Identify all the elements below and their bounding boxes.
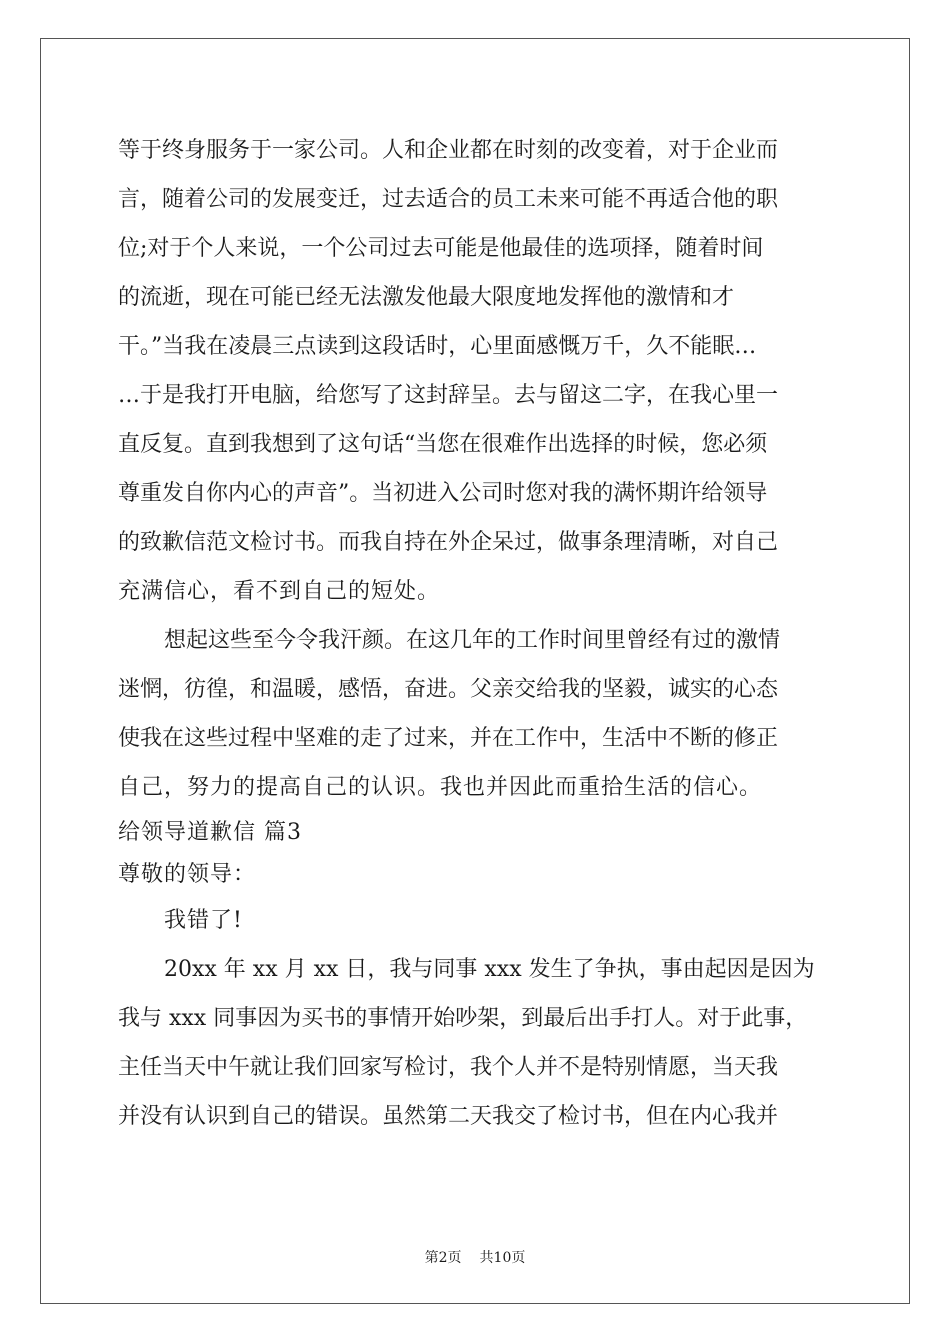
section-heading: 给领导道歉信 篇3: [118, 820, 302, 845]
page-footer: [0, 1247, 950, 1267]
body-line: 充满信心，看不到自己的短处。: [118, 579, 441, 604]
body-line: 言，随着公司的发展变迁，过去适合的员工未来可能不再适合他的职: [118, 187, 779, 212]
body-line: 干。”当我在凌晨三点读到这段话时，心里面感慨万千，久不能眠…: [118, 334, 757, 359]
body-line: 直反复。直到我想到了这句话“当您在很难作出选择的时候，您必须: [118, 432, 768, 457]
body-line: 自己，努力的提高自己的认识。我也并因此而重拾生活的信心。: [118, 775, 763, 800]
body-line: 的流逝，现在可能已经无法激发他最大限度地发挥他的激情和才: [118, 285, 735, 310]
document-body: [118, 126, 834, 1141]
body-line: …于是我打开电脑，给您写了这封辞呈。去与留这二字，在我心里一: [118, 383, 779, 408]
body-line: 并没有认识到自己的错误。虽然第二天我交了检讨书，但在内心我并: [118, 1104, 779, 1129]
body-line: 想起这些至今令我汗颜。在这几年的工作时间里曾经有过的激情: [164, 628, 781, 653]
page-total: 共10页: [479, 1250, 526, 1266]
body-line: 的致歉信范文检讨书。而我自持在外企呆过，做事条理清晰，对自己: [118, 530, 779, 555]
body-line: 等于终身服务于一家公司。人和企业都在时刻的改变着，对于企业而: [118, 138, 779, 163]
body-line: 主任当天中午就让我们回家写检讨，我个人并不是特别情愿，当天我: [118, 1055, 779, 1080]
body-line: 位;对于个人来说，一个公司过去可能是他最佳的选项择，随着时间: [118, 236, 764, 261]
body-line: 20xx 年 xx 月 xx 日，我与同事 xxx 发生了争执，事由起因是因为: [164, 957, 815, 982]
body-line: 尊重发自你内心的声音”。当初进入公司时您对我的满怀期许给领导: [118, 481, 768, 506]
body-line: 我与 xxx 同事因为买书的事情开始吵架，到最后出手打人。对于此事，: [118, 1006, 808, 1031]
salutation: 尊敬的领导：: [118, 862, 257, 887]
page-number: 第2页: [424, 1250, 462, 1266]
body-line: 迷惘，彷徨，和温暖，感悟，奋进。父亲交给我的坚毅，诚实的心态: [118, 677, 779, 702]
body-line: 我错了!: [164, 908, 243, 933]
body-line: 使我在这些过程中坚难的走了过来，并在工作中，生活中不断的修正: [118, 726, 779, 751]
